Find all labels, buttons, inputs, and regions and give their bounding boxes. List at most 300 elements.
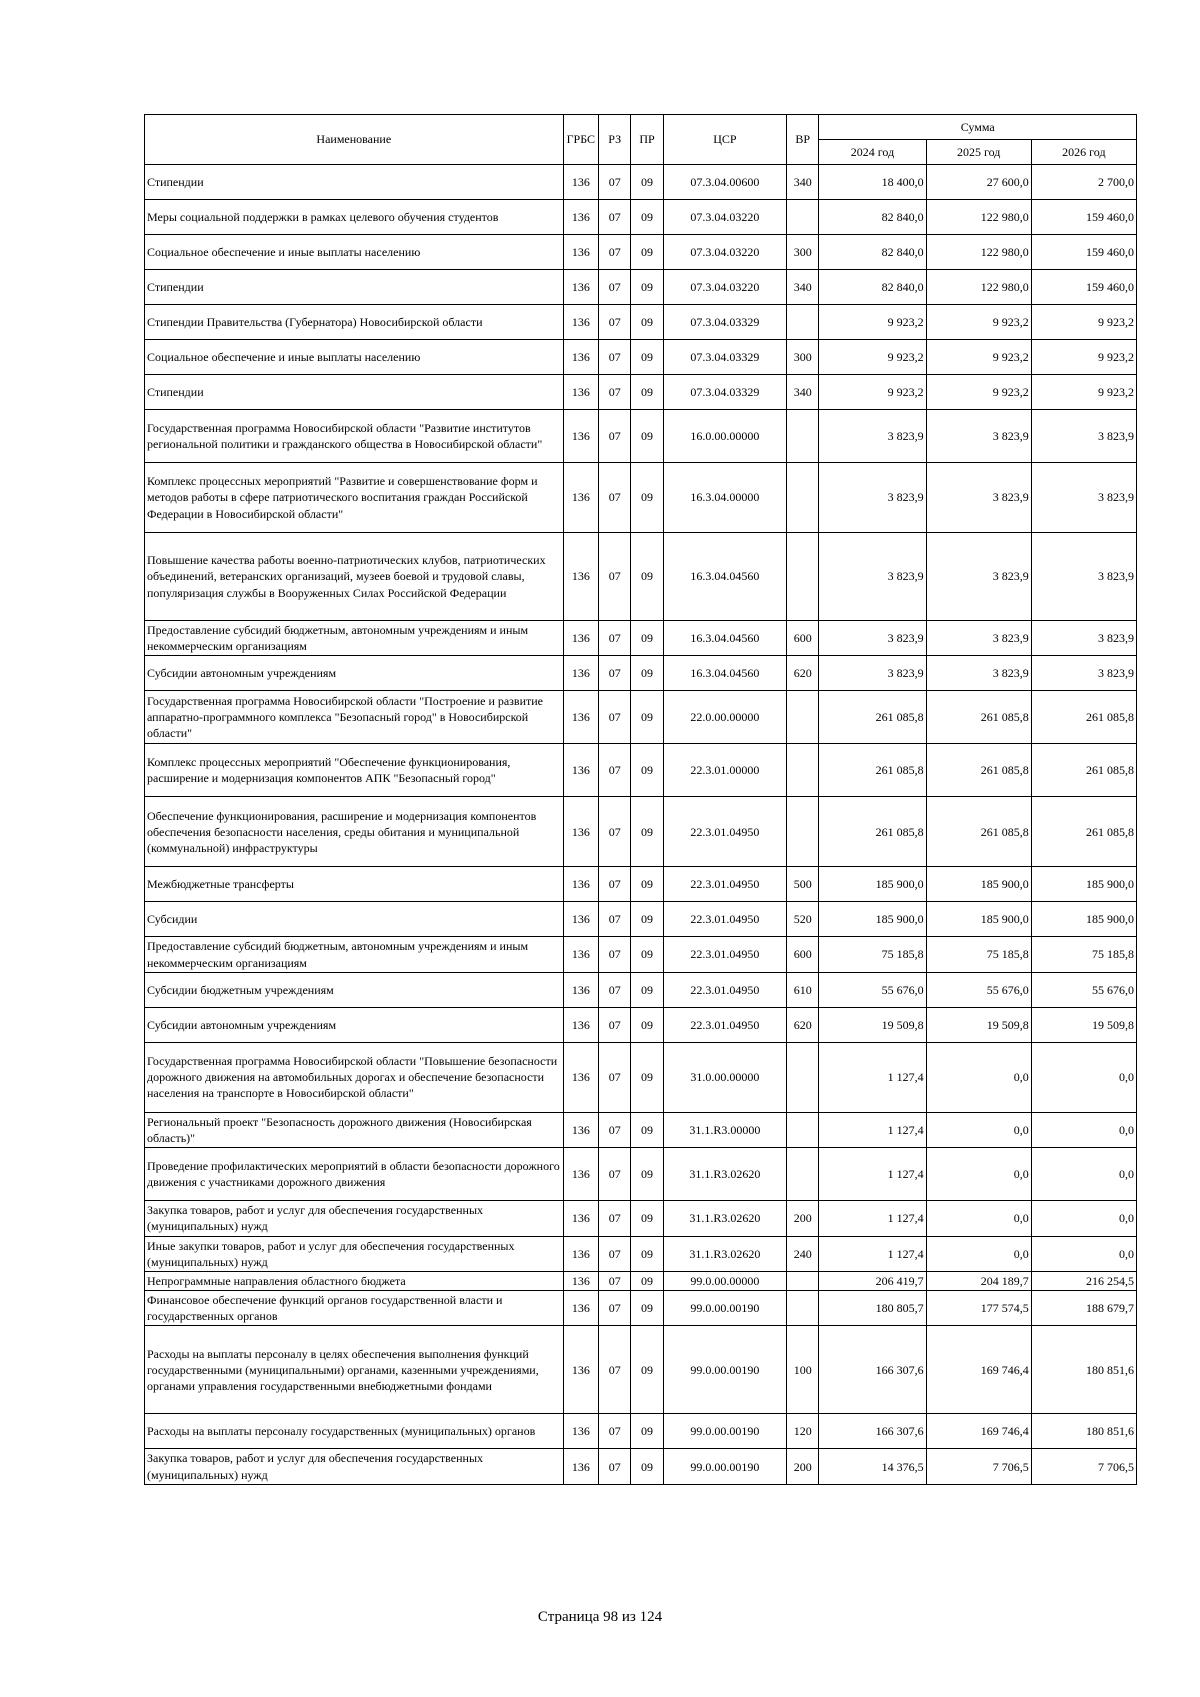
row-pr: 09 [631,1236,663,1271]
row-name: Комплекс процессных мероприятий "Развитие и совершенствование форм и методов работы в сфере патриотического воспитания граждан Российской Федерации в Новосибирской области" [145,463,564,533]
row-csr: 99.0.00.00190 [663,1449,786,1484]
row-pr: 09 [631,744,663,797]
row-vr: 600 [787,937,819,972]
row-name: Комплекс процессных мероприятий "Обеспечение функционирования, расширение и модернизация компонентов АПК "Безопасный город" [145,744,564,797]
row-sum-2026: 185 900,0 [1031,902,1136,937]
row-sum-2026: 261 085,8 [1031,744,1136,797]
row-grbs: 136 [563,867,598,902]
row-grbs: 136 [563,1112,598,1147]
row-sum-2026: 0,0 [1031,1042,1136,1112]
row-rz: 07 [599,1291,631,1326]
row-vr: 340 [787,375,819,410]
row-sum-2025: 19 509,8 [926,1007,1031,1042]
row-sum-2025: 169 746,4 [926,1414,1031,1449]
row-vr [787,691,819,744]
row-grbs: 136 [563,463,598,533]
row-vr: 500 [787,867,819,902]
row-csr: 07.3.04.03220 [663,235,786,270]
budget-table [144,114,1137,1485]
row-name: Социальное обеспечение и иные выплаты населению [145,235,564,270]
row-grbs: 136 [563,656,598,691]
row-csr: 22.3.01.00000 [663,744,786,797]
row-sum-2026: 7 706,5 [1031,1449,1136,1484]
row-sum-2024: 55 676,0 [819,972,926,1007]
row-name: Иные закупки товаров, работ и услуг для обеспечения государственных (муниципальных) нужд [145,1236,564,1271]
row-vr [787,1112,819,1147]
row-rz: 07 [599,1414,631,1449]
row-sum-2026: 3 823,9 [1031,533,1136,621]
table-row [145,1148,1137,1201]
row-name: Субсидии [145,902,564,937]
row-grbs: 136 [563,1148,598,1201]
row-grbs: 136 [563,1236,598,1271]
row-sum-2024: 82 840,0 [819,270,926,305]
row-sum-2025: 122 980,0 [926,235,1031,270]
row-sum-2024: 261 085,8 [819,797,926,867]
row-csr: 99.0.00.00000 [663,1271,786,1290]
row-rz: 07 [599,340,631,375]
row-csr: 22.3.01.04950 [663,867,786,902]
table-row [145,656,1137,691]
row-rz: 07 [599,902,631,937]
row-pr: 09 [631,1007,663,1042]
row-rz: 07 [599,656,631,691]
row-sum-2026: 180 851,6 [1031,1414,1136,1449]
row-name: Предоставление субсидий бюджетным, автономным учреждениям и иным некоммерческим организациям [145,621,564,656]
table-row [145,1236,1137,1271]
row-name: Государственная программа Новосибирской области "Развитие институтов региональной политики и гражданского общества в Новосибирской области" [145,410,564,463]
row-rz: 07 [599,1449,631,1484]
table-row [145,1271,1137,1290]
row-vr: 340 [787,270,819,305]
row-name: Субсидии автономным учреждениям [145,1007,564,1042]
row-vr [787,1271,819,1290]
row-sum-2026: 0,0 [1031,1236,1136,1271]
row-vr: 200 [787,1449,819,1484]
row-sum-2024: 206 419,7 [819,1271,926,1290]
row-sum-2025: 3 823,9 [926,656,1031,691]
row-sum-2026: 159 460,0 [1031,200,1136,235]
row-name: Региональный проект "Безопасность дорожного движения (Новосибирская область)" [145,1112,564,1147]
row-sum-2025: 185 900,0 [926,867,1031,902]
row-grbs: 136 [563,270,598,305]
row-name: Стипендии [145,375,564,410]
row-vr [787,305,819,340]
row-rz: 07 [599,1007,631,1042]
row-name: Расходы на выплаты персоналу государственных (муниципальных) органов [145,1414,564,1449]
row-sum-2025: 177 574,5 [926,1291,1031,1326]
row-csr: 16.3.04.04560 [663,621,786,656]
row-grbs: 136 [563,340,598,375]
row-sum-2025: 261 085,8 [926,744,1031,797]
row-csr: 22.3.01.04950 [663,937,786,972]
row-sum-2024: 82 840,0 [819,200,926,235]
row-grbs: 136 [563,691,598,744]
row-name: Повышение качества работы военно-патриотических клубов, патриотических объединений, ветеранских организаций, музеев боевой и трудовой славы, популяризация службы в Вооруженных Силах Российской Федерации [145,533,564,621]
row-sum-2026: 261 085,8 [1031,797,1136,867]
row-grbs: 136 [563,1271,598,1290]
row-vr: 340 [787,165,819,200]
row-sum-2025: 169 746,4 [926,1326,1031,1414]
table-header [145,115,1137,165]
row-vr [787,463,819,533]
row-sum-2026: 75 185,8 [1031,937,1136,972]
row-pr: 09 [631,340,663,375]
header-year-2024: 2024 год [819,140,926,165]
row-sum-2026: 0,0 [1031,1148,1136,1201]
row-sum-2025: 75 185,8 [926,937,1031,972]
row-vr: 620 [787,656,819,691]
row-csr: 16.3.04.04560 [663,656,786,691]
row-grbs: 136 [563,410,598,463]
table-row [145,867,1137,902]
row-vr [787,200,819,235]
row-csr: 99.0.00.00190 [663,1326,786,1414]
header-name: Наименование [145,115,564,165]
row-csr: 31.1.R3.02620 [663,1148,786,1201]
row-csr: 16.3.04.00000 [663,463,786,533]
row-grbs: 136 [563,1326,598,1414]
row-name: Государственная программа Новосибирской области "Повышение безопасности дорожного движения на автомобильных дорогах и обеспечение безопасности населения на транспорте в Новосибирской области" [145,1042,564,1112]
row-rz: 07 [599,1042,631,1112]
row-pr: 09 [631,691,663,744]
row-sum-2025: 204 189,7 [926,1271,1031,1290]
row-sum-2026: 2 700,0 [1031,165,1136,200]
table-row [145,463,1137,533]
row-sum-2024: 185 900,0 [819,867,926,902]
row-grbs: 136 [563,797,598,867]
row-sum-2024: 3 823,9 [819,533,926,621]
header-grbs: ГРБС [563,115,598,165]
row-sum-2025: 7 706,5 [926,1449,1031,1484]
row-rz: 07 [599,972,631,1007]
row-grbs: 136 [563,305,598,340]
row-sum-2024: 9 923,2 [819,305,926,340]
row-sum-2024: 166 307,6 [819,1414,926,1449]
header-year-2025: 2025 год [926,140,1031,165]
row-pr: 09 [631,1291,663,1326]
row-sum-2025: 0,0 [926,1112,1031,1147]
row-csr: 99.0.00.00190 [663,1414,786,1449]
row-sum-2026: 188 679,7 [1031,1291,1136,1326]
row-vr [787,533,819,621]
row-vr: 620 [787,1007,819,1042]
row-sum-2024: 1 127,4 [819,1236,926,1271]
table-row [145,1042,1137,1112]
row-sum-2024: 1 127,4 [819,1201,926,1236]
table-row [145,902,1137,937]
row-pr: 09 [631,235,663,270]
row-sum-2025: 0,0 [926,1148,1031,1201]
row-name: Проведение профилактических мероприятий в области безопасности дорожного движения с участниками дорожного движения [145,1148,564,1201]
table-row [145,1291,1137,1326]
row-grbs: 136 [563,744,598,797]
row-rz: 07 [599,1148,631,1201]
row-pr: 09 [631,1201,663,1236]
row-sum-2025: 9 923,2 [926,340,1031,375]
row-pr: 09 [631,656,663,691]
row-csr: 07.3.04.03329 [663,340,786,375]
row-vr: 520 [787,902,819,937]
row-grbs: 136 [563,375,598,410]
row-csr: 31.0.00.00000 [663,1042,786,1112]
row-sum-2024: 1 127,4 [819,1042,926,1112]
row-vr [787,797,819,867]
table-row [145,235,1137,270]
row-name: Межбюджетные трансферты [145,867,564,902]
row-sum-2026: 9 923,2 [1031,305,1136,340]
row-pr: 09 [631,165,663,200]
page-number: Страница 98 из 124 [537,1609,663,1625]
row-rz: 07 [599,1326,631,1414]
row-sum-2026: 9 923,2 [1031,375,1136,410]
row-vr: 200 [787,1201,819,1236]
row-vr: 300 [787,235,819,270]
row-rz: 07 [599,867,631,902]
row-sum-2025: 3 823,9 [926,463,1031,533]
row-csr: 99.0.00.00190 [663,1291,786,1326]
table-row [145,375,1137,410]
table-row [145,533,1137,621]
row-vr [787,1042,819,1112]
row-pr: 09 [631,270,663,305]
row-grbs: 136 [563,1449,598,1484]
row-sum-2024: 1 127,4 [819,1112,926,1147]
row-csr: 07.3.04.03329 [663,375,786,410]
row-sum-2026: 185 900,0 [1031,867,1136,902]
row-sum-2024: 19 509,8 [819,1007,926,1042]
table-row [145,691,1137,744]
row-sum-2026: 159 460,0 [1031,235,1136,270]
row-vr [787,1291,819,1326]
row-rz: 07 [599,797,631,867]
row-grbs: 136 [563,1201,598,1236]
table-row [145,270,1137,305]
table-row [145,340,1137,375]
row-sum-2026: 19 509,8 [1031,1007,1136,1042]
row-name: Стипендии Правительства (Губернатора) Новосибирской области [145,305,564,340]
table-row [145,410,1137,463]
row-sum-2026: 216 254,5 [1031,1271,1136,1290]
row-sum-2024: 14 376,5 [819,1449,926,1484]
row-sum-2024: 166 307,6 [819,1326,926,1414]
row-rz: 07 [599,270,631,305]
row-name: Финансовое обеспечение функций органов государственной власти и государственных органов [145,1291,564,1326]
table-row [145,1449,1137,1484]
row-name: Расходы на выплаты персоналу в целях обеспечения выполнения функций государственными (муниципальными) органами, казенными учреждениями, органами управления государственными внебюджетными фондами [145,1326,564,1414]
row-sum-2024: 3 823,9 [819,463,926,533]
row-sum-2024: 180 805,7 [819,1291,926,1326]
row-sum-2025: 27 600,0 [926,165,1031,200]
row-grbs: 136 [563,902,598,937]
row-vr: 240 [787,1236,819,1271]
row-csr: 22.3.01.04950 [663,797,786,867]
row-vr [787,1148,819,1201]
row-pr: 09 [631,1326,663,1414]
row-sum-2025: 3 823,9 [926,533,1031,621]
table-row [145,1201,1137,1236]
table-row [145,621,1137,656]
row-grbs: 136 [563,621,598,656]
row-vr: 120 [787,1414,819,1449]
row-pr: 09 [631,1148,663,1201]
row-pr: 09 [631,937,663,972]
row-rz: 07 [599,235,631,270]
row-name: Государственная программа Новосибирской области "Построение и развитие аппаратно-программного комплекса "Безопасный город" в Новосибирской области" [145,691,564,744]
row-csr: 31.1.R3.02620 [663,1236,786,1271]
row-grbs: 136 [563,1291,598,1326]
row-sum-2024: 75 185,8 [819,937,926,972]
row-csr: 07.3.04.00600 [663,165,786,200]
row-grbs: 136 [563,972,598,1007]
row-sum-2026: 3 823,9 [1031,621,1136,656]
table-row [145,200,1137,235]
row-rz: 07 [599,375,631,410]
table-row [145,1414,1137,1449]
row-csr: 22.0.00.00000 [663,691,786,744]
row-name: Закупка товаров, работ и услуг для обеспечения государственных (муниципальных) нужд [145,1201,564,1236]
row-sum-2026: 261 085,8 [1031,691,1136,744]
row-name: Стипендии [145,270,564,305]
row-name: Меры социальной поддержки в рамках целевого обучения студентов [145,200,564,235]
row-name: Закупка товаров, работ и услуг для обеспечения государственных (муниципальных) нужд [145,1449,564,1484]
row-name: Субсидии бюджетным учреждениям [145,972,564,1007]
table-row [145,744,1137,797]
row-sum-2024: 3 823,9 [819,410,926,463]
row-sum-2024: 3 823,9 [819,621,926,656]
row-grbs: 136 [563,1007,598,1042]
row-sum-2024: 9 923,2 [819,340,926,375]
row-sum-2025: 185 900,0 [926,902,1031,937]
row-vr [787,410,819,463]
row-name: Стипендии [145,165,564,200]
row-grbs: 136 [563,165,598,200]
row-name: Обеспечение функционирования, расширение и модернизация компонентов обеспечения безопасности населения, среды обитания и муниципальной (коммунальной) инфраструктуры [145,797,564,867]
header-sum: Сумма [819,115,1137,140]
row-sum-2026: 3 823,9 [1031,463,1136,533]
table-row [145,1326,1137,1414]
row-csr: 07.3.04.03220 [663,270,786,305]
row-sum-2024: 82 840,0 [819,235,926,270]
header-rz: РЗ [599,115,631,165]
row-sum-2025: 9 923,2 [926,375,1031,410]
row-csr: 22.3.01.04950 [663,972,786,1007]
row-pr: 09 [631,305,663,340]
table-body [145,165,1137,1485]
row-sum-2024: 3 823,9 [819,656,926,691]
row-sum-2025: 0,0 [926,1201,1031,1236]
row-csr: 31.1.R3.00000 [663,1112,786,1147]
row-pr: 09 [631,200,663,235]
row-sum-2025: 0,0 [926,1042,1031,1112]
table-row [145,937,1137,972]
row-sum-2026: 3 823,9 [1031,656,1136,691]
row-rz: 07 [599,305,631,340]
row-sum-2024: 1 127,4 [819,1148,926,1201]
header-vr: ВР [787,115,819,165]
row-name: Социальное обеспечение и иные выплаты населению [145,340,564,375]
row-csr: 22.3.01.04950 [663,902,786,937]
row-grbs: 136 [563,200,598,235]
row-sum-2025: 9 923,2 [926,305,1031,340]
row-rz: 07 [599,463,631,533]
row-sum-2024: 185 900,0 [819,902,926,937]
row-vr: 100 [787,1326,819,1414]
row-pr: 09 [631,797,663,867]
row-pr: 09 [631,1449,663,1484]
row-csr: 31.1.R3.02620 [663,1201,786,1236]
row-csr: 16.0.00.00000 [663,410,786,463]
row-vr [787,744,819,797]
row-pr: 09 [631,463,663,533]
row-pr: 09 [631,375,663,410]
row-sum-2026: 9 923,2 [1031,340,1136,375]
row-csr: 07.3.04.03220 [663,200,786,235]
row-pr: 09 [631,410,663,463]
row-rz: 07 [599,621,631,656]
row-sum-2025: 122 980,0 [926,270,1031,305]
row-grbs: 136 [563,1414,598,1449]
row-rz: 07 [599,1112,631,1147]
row-pr: 09 [631,1414,663,1449]
table-row [145,305,1137,340]
row-sum-2025: 3 823,9 [926,621,1031,656]
row-rz: 07 [599,937,631,972]
row-rz: 07 [599,533,631,621]
row-pr: 09 [631,972,663,1007]
row-grbs: 136 [563,937,598,972]
row-grbs: 136 [563,533,598,621]
row-sum-2025: 3 823,9 [926,410,1031,463]
row-csr: 16.3.04.04560 [663,533,786,621]
row-pr: 09 [631,621,663,656]
row-sum-2025: 0,0 [926,1236,1031,1271]
header-pr: ПР [631,115,663,165]
row-sum-2026: 0,0 [1031,1201,1136,1236]
row-sum-2024: 261 085,8 [819,744,926,797]
row-sum-2025: 122 980,0 [926,200,1031,235]
row-sum-2025: 261 085,8 [926,691,1031,744]
row-name: Предоставление субсидий бюджетным, автономным учреждениям и иным некоммерческим организациям [145,937,564,972]
row-sum-2026: 55 676,0 [1031,972,1136,1007]
row-sum-2026: 3 823,9 [1031,410,1136,463]
row-rz: 07 [599,165,631,200]
row-name: Субсидии автономным учреждениям [145,656,564,691]
header-csr: ЦСР [663,115,786,165]
row-pr: 09 [631,1112,663,1147]
row-csr: 07.3.04.03329 [663,305,786,340]
row-rz: 07 [599,410,631,463]
row-grbs: 136 [563,235,598,270]
table-row [145,1007,1137,1042]
row-pr: 09 [631,1271,663,1290]
row-sum-2026: 180 851,6 [1031,1326,1136,1414]
row-vr: 300 [787,340,819,375]
table-row [145,797,1137,867]
row-sum-2024: 261 085,8 [819,691,926,744]
row-sum-2026: 0,0 [1031,1112,1136,1147]
row-rz: 07 [599,691,631,744]
row-rz: 07 [599,1271,631,1290]
row-csr: 22.3.01.04950 [663,1007,786,1042]
row-pr: 09 [631,902,663,937]
row-sum-2026: 159 460,0 [1031,270,1136,305]
row-name: Непрограммные направления областного бюджета [145,1271,564,1290]
row-vr: 610 [787,972,819,1007]
table-row [145,165,1137,200]
row-sum-2025: 55 676,0 [926,972,1031,1007]
row-sum-2024: 9 923,2 [819,375,926,410]
